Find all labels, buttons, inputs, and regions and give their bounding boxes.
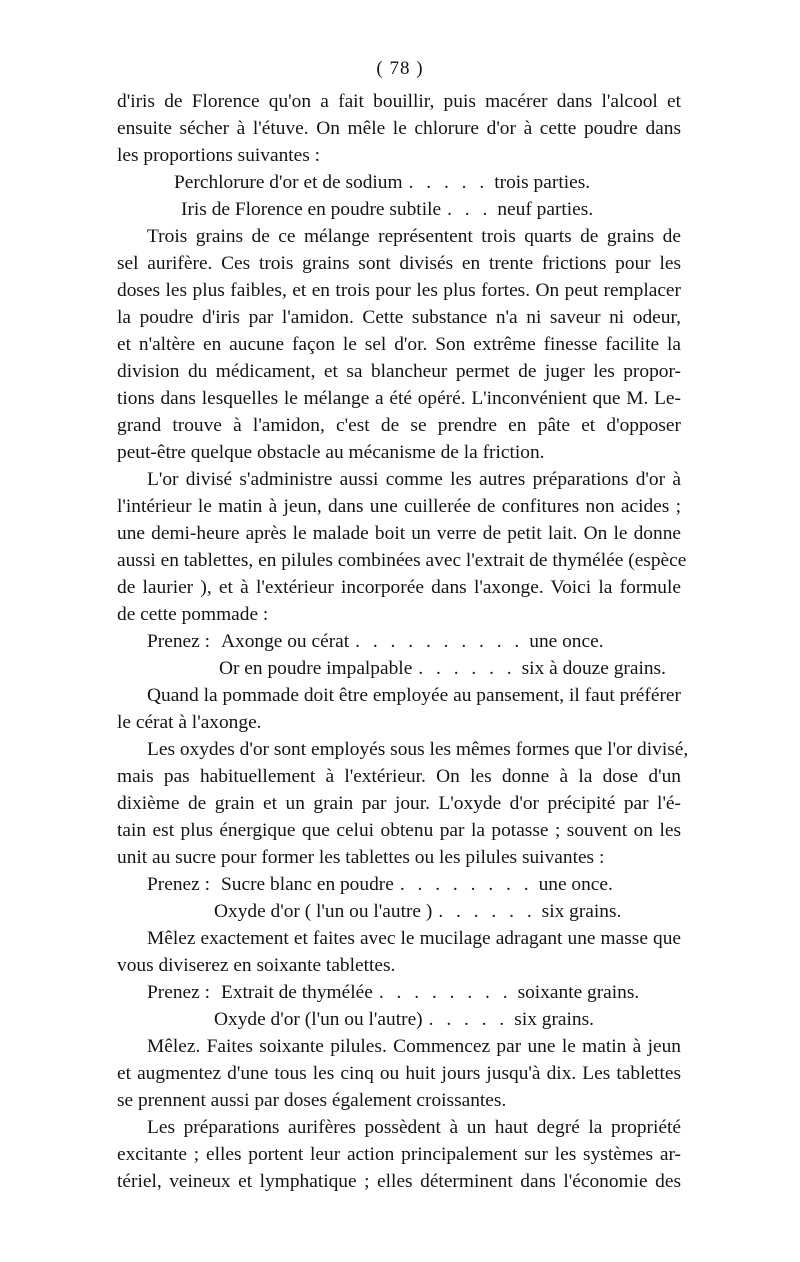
recipe-dots: . . . . . .	[418, 658, 516, 679]
recipe-line	[117, 1006, 681, 1033]
recipe-item: Iris de Florence en poudre subtile	[181, 199, 442, 220]
text-line: d'iris de Florence qu'on a fait bouillir, puis macérer dans l'alcool et	[117, 91, 681, 112]
text-line: tions dans lesquelles le mélange a été opéré. L'inconvénient que M. Le-	[117, 388, 681, 409]
recipe-dots: . . .	[447, 199, 492, 220]
text-line: ensuite sécher à l'étuve. On mêle le chlorure d'or à cette poudre dans	[117, 118, 681, 139]
recipe-line	[117, 979, 681, 1006]
text-line: Mêlez. Faites soixante pilules. Commencez par une le matin à jeun	[147, 1036, 681, 1057]
recipe-label: Prenez :	[147, 982, 210, 1003]
recipe-dots: . . . . .	[428, 1009, 509, 1030]
text-line: Quand la pommade doit être employée au pansement, il faut préférer	[147, 685, 681, 706]
text-line: tain est plus énergique que celui obtenu par la potasse ; souvent on les	[117, 820, 681, 841]
page-number: ( 78 )	[376, 58, 424, 79]
text-line: les proportions suivantes :	[117, 145, 321, 166]
recipe-dots: . . . . . .	[438, 901, 536, 922]
text-line: de laurier ), et à l'extérieur incorporée dans l'axonge. Voici la formule	[117, 577, 681, 598]
text-line: aussi en tablettes, en pilules combinées avec l'extrait de thymélée (espèce	[117, 550, 687, 571]
recipe-quantity: neuf parties.	[497, 199, 594, 220]
recipe-item: Perchlorure d'or et de sodium	[174, 172, 403, 193]
text-line: dixième de grain et un grain par jour. L'oxyde d'or précipité par l'é-	[117, 793, 681, 814]
text-line: division du médicament, et sa blancheur permet de juger les propor-	[117, 361, 681, 382]
text-line: de cette pommade :	[117, 604, 269, 625]
recipe-quantity: six à douze grains.	[521, 658, 666, 679]
text-line: et augmentez d'une tous les cinq ou huit jours jusqu'à dix. Les tablettes	[117, 1063, 681, 1084]
recipe-line	[117, 628, 681, 655]
text-line: la poudre d'iris par l'amidon. Cette substance n'a ni saveur ni odeur,	[117, 307, 681, 328]
text-line: Mêlez exactement et faites avec le mucilage adragant une masse que	[147, 928, 681, 949]
recipe-line	[117, 196, 681, 223]
text-line: Trois grains de ce mélange représentent trois quarts de grains de	[147, 226, 681, 247]
recipe-item: Axonge ou cérat	[221, 631, 350, 652]
recipe-item: Or en poudre impalpable	[219, 658, 413, 679]
recipe-line	[117, 898, 681, 925]
text-line: se prennent aussi par doses également croissantes.	[117, 1090, 507, 1111]
text-line: grand trouve à l'amidon, c'est de se prendre en pâte et d'opposer	[117, 415, 681, 436]
recipe-item: Sucre blanc en poudre	[221, 874, 394, 895]
text-line: L'or divisé s'administre aussi comme les autres préparations d'or à	[147, 469, 681, 490]
recipe-line	[117, 655, 681, 682]
text-line: tériel, veineux et lymphatique ; elles déterminent dans l'économie des	[117, 1171, 681, 1192]
recipe-dots: . . . . . . . . . .	[355, 631, 524, 652]
recipe-line	[117, 169, 681, 196]
text-line: une demi-heure après le malade boit un verre de petit lait. On le donne	[117, 523, 681, 544]
text-line: sel aurifère. Ces trois grains sont divisés en trente frictions pour les	[117, 253, 681, 274]
text-line: Les oxydes d'or sont employés sous les mêmes formes que l'or divisé,	[147, 739, 689, 760]
text-line: unit au sucre pour former les tablettes ou les pilules suivantes :	[117, 847, 605, 868]
text-line: peut-être quelque obstacle au mécanisme de la friction.	[117, 442, 545, 463]
recipe-quantity: six grains.	[541, 901, 622, 922]
recipe-dots: . . . . .	[408, 172, 489, 193]
recipe-item: Extrait de thymélée	[221, 982, 373, 1003]
recipe-item: Oxyde d'or (l'un ou l'autre)	[214, 1009, 423, 1030]
recipe-item: Oxyde d'or ( l'un ou l'autre )	[214, 901, 433, 922]
recipe-quantity: trois parties.	[494, 172, 591, 193]
recipe-quantity: une once.	[538, 874, 613, 895]
recipe-dots: . . . . . . . .	[378, 982, 512, 1003]
text-line: mais pas habituellement à l'extérieur. On les donne à la dose d'un	[117, 766, 681, 787]
text-line: et n'altère en aucune façon le sel d'or. Son extrême finesse facilite la	[117, 334, 681, 355]
recipe-quantity: une once.	[529, 631, 604, 652]
recipe-line	[117, 871, 681, 898]
recipe-label: Prenez :	[147, 631, 210, 652]
text-line: doses les plus faibles, et en trois pour les plus fortes. On peut remplacer	[117, 280, 681, 301]
recipe-quantity: soixante grains.	[517, 982, 640, 1003]
recipe-dots: . . . . . . . .	[399, 874, 533, 895]
text-line: excitante ; elles portent leur action principalement sur les systèmes ar-	[117, 1144, 681, 1165]
page-body	[117, 88, 689, 1195]
text-line: l'intérieur le matin à jeun, dans une cuillerée de confitures non acides ;	[117, 496, 681, 517]
text-line: Les préparations aurifères possèdent à un haut degré la propriété	[147, 1117, 681, 1138]
recipe-label: Prenez :	[147, 874, 210, 895]
text-line: le cérat à l'axonge.	[117, 712, 262, 733]
text-line: vous diviserez en soixante tablettes.	[117, 955, 396, 976]
recipe-quantity: six grains.	[514, 1009, 594, 1030]
